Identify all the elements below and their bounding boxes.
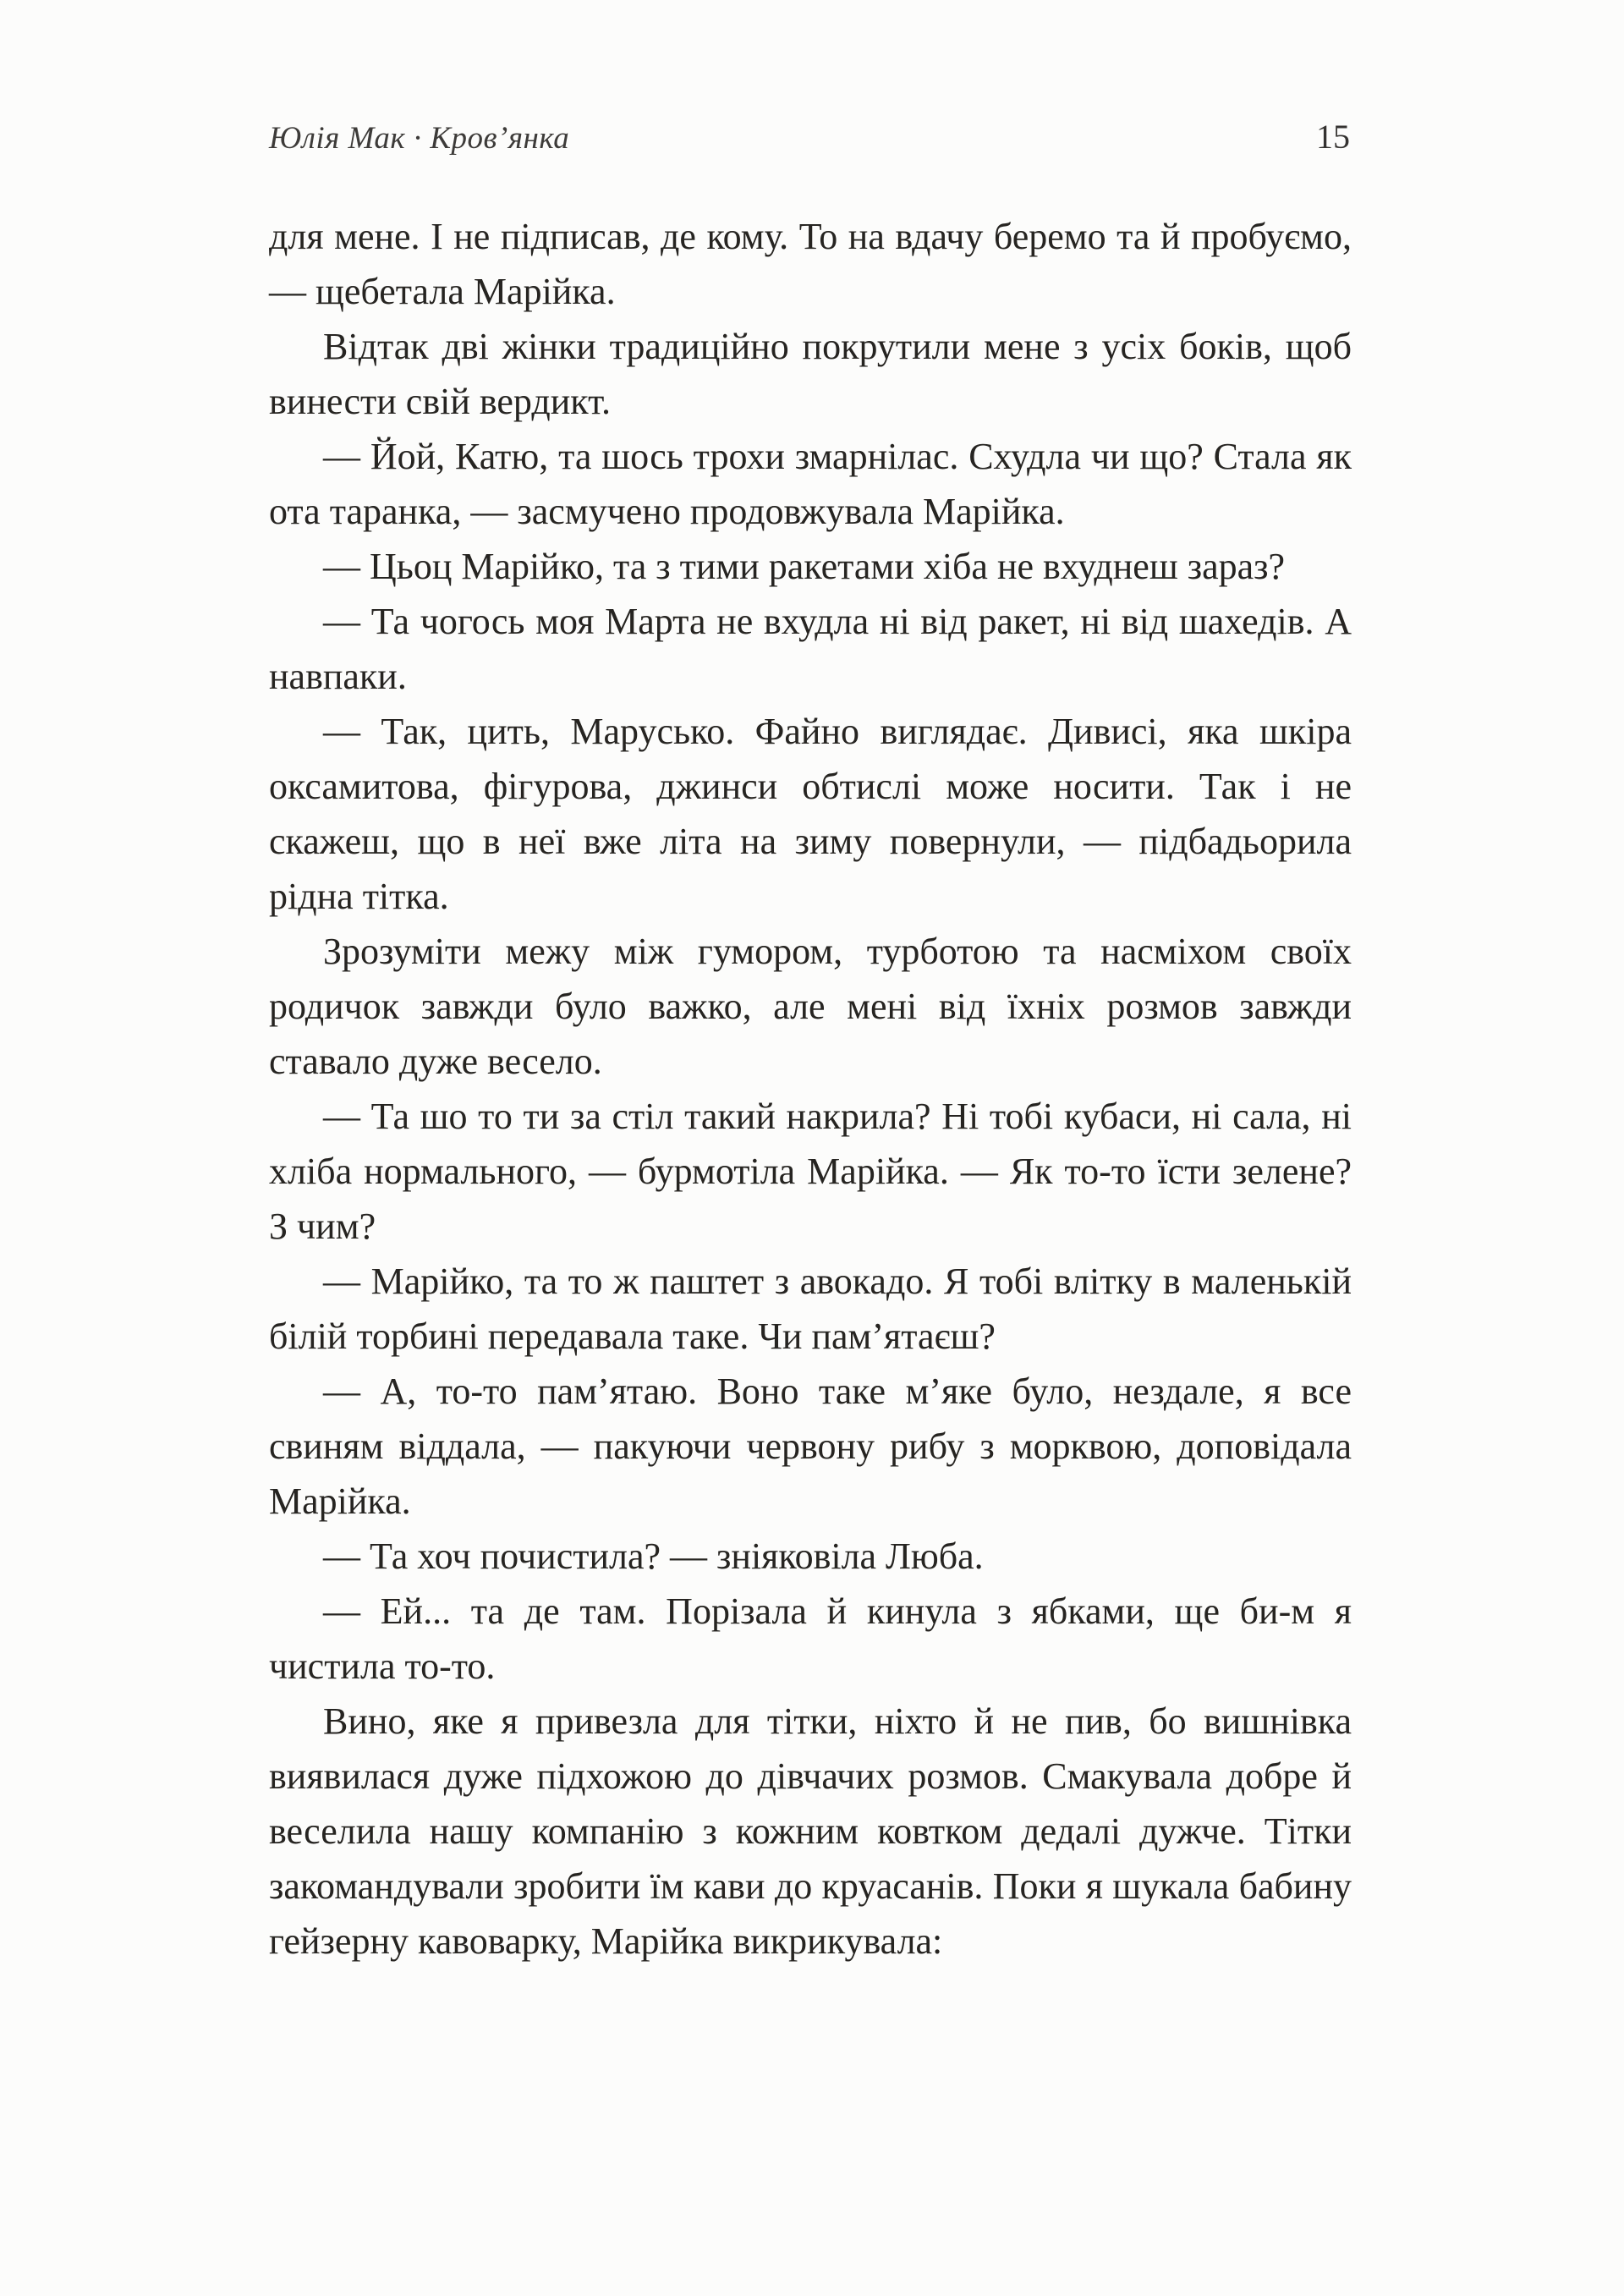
paragraph: — А, то-то пам’ятаю. Воно таке м’яке було, нездале, я все свиням віддала, — пакуючи червону рибу з морквою, доповідала Марійка. — [269, 1370, 1352, 1522]
paragraph: Вино, яке я привезла для тітки, ніхто й не пив, бо вишнівка виявилася дуже підхожою до дівчачих розмов. Смакувала добре й веселила нашу компанію з кожним ковтком дедалі дужче. Тітки закомандували зробити їм кави до круасанів. Поки я шукала бабину гейзерну кавоварку, Марійка викрикувала: — [269, 1700, 1352, 1962]
paragraph: — Та хоч почистила? — зніяковіла Люба. — [323, 1535, 984, 1577]
page-header — [269, 117, 1352, 157]
paragraph: — Йой, Катю, та шось трохи змарнілас. Схудла чи що? Стала як ота таранка, — засмучено продовжувала Марійка. — [269, 436, 1352, 532]
paragraph: Відтак дві жінки традиційно покрутили мене з усіх боків, щоб винести свій вердикт. — [269, 326, 1352, 422]
paragraph: — Марійко, та то ж паштет з авокадо. Я тобі влітку в маленькій білій торбині передавала таке. Чи пам’ятаєш? — [269, 1261, 1352, 1357]
page-content — [269, 117, 1352, 1969]
paragraph: — Цьоц Марійко, та з тими ракетами хіба не вхуднеш зараз? — [323, 546, 1286, 587]
paragraph: Зрозуміти межу між гумором, турботою та насміхом своїх родичок завжди було важко, але мені від їхніх розмов завжди ставало дуже весело. — [269, 931, 1352, 1082]
paragraph: — Та шо то ти за стіл такий накрила? Ні тобі кубаси, ні сала, ні хліба нормального, — бурмотіла Марійка. — Як то-то їсти зелене? З чим? — [269, 1096, 1352, 1247]
page-body — [269, 209, 1352, 1969]
paragraph: — Ей... та де там. Порізала й кинула з ябками, ще би-м я чистила то-то. — [269, 1590, 1352, 1687]
page-number: 15 — [1316, 118, 1350, 156]
paragraph: — Та чогось моя Марта не вхудла ні від ракет, ні від шахедів. А навпаки. — [269, 601, 1352, 697]
paragraph: — Так, цить, Марусько. Файно виглядає. Дивисі, яка шкіра оксамитова, фігурова, джинси обтислі може носити. Так і не скажеш, що в неї вже літа на зиму повернули, — підбадьорила рідна тітка. — [269, 711, 1352, 917]
paragraph: для мене. І не підписав, де кому. То на вдачу беремо та й пробуємо, — щебетала Марійка. — [269, 216, 1352, 312]
running-head: Юлія Мак · Кров’янка — [269, 121, 570, 156]
